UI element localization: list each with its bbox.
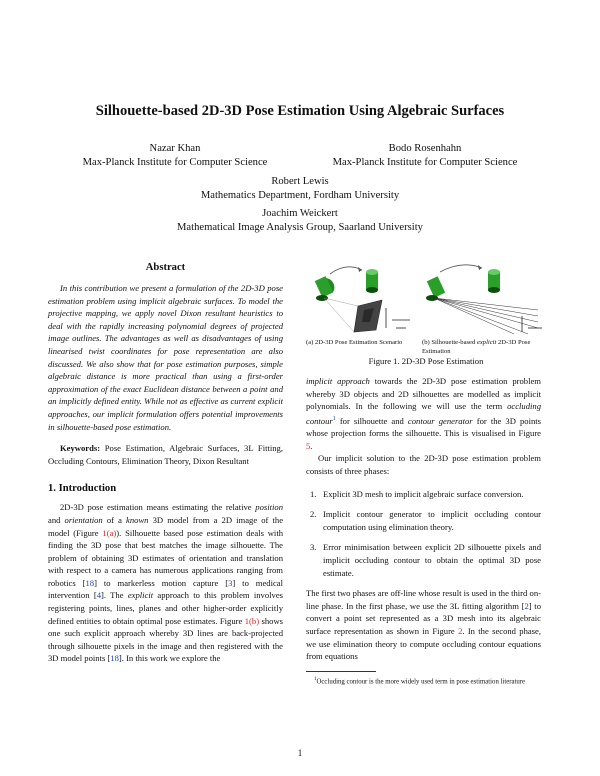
abstract-heading: Abstract — [145, 262, 186, 273]
figure-1b-link[interactable]: 1(b) — [244, 615, 260, 626]
list-item: 3. Error minimisation between explicit 2D silhouette pixels and implicit occluding contour to obtain the optimal 3D pose estimate. — [310, 542, 541, 578]
figure-1 — [306, 258, 546, 368]
author-block-1 — [40, 142, 310, 170]
author-block-4 — [0, 207, 600, 235]
figure-1b-subcaption: (b) Silhouette-based explicit 2D-3D Pose Estimation — [422, 339, 531, 355]
author-affiliation: Max-Planck Institute for Computer Science — [82, 157, 268, 168]
right-paragraph-1: implicit approach towards the 2D-3D pose estimation problem whereby 3D objects and 2D silhouettes are modelled as implicit polynomials. In the following we will use the term occluding contour$^1$ for silhouette and contour generator for the 3D points whose projection forms the silhouette. This is visualised in Figure 5. — [306, 376, 542, 451]
figure-1-caption: Figure 1. 2D-3D Pose Estimation — [368, 356, 484, 366]
section-heading-introduction: 1. Introduction — [48, 483, 117, 495]
author-affiliation: Max-Planck Institute for Computer Science — [332, 157, 518, 168]
list-item: 2. Implicit contour generator to implicit occluding contour computation using elimination theory. — [310, 509, 541, 532]
citation-link[interactable]: 18 — [110, 653, 119, 664]
list-item: 1. Explicit 3D mesh to implicit algebraic surface conversion. — [310, 488, 524, 499]
model-object-icon — [366, 269, 378, 293]
intro-paragraph: 2D-3D pose estimation means estimating the relative position and orientation of a known 3D model from a 2D image of the model (Figure 1(a)). Silhouette based pose estimation deals with finding the 3D pose that best matches the image silhouette. The problem of obtaining 3D estimates of orientation and translation with respect to a camera has numerous applications ranging from robotics [18] to markerless motion capture [3] to medical intervention [4]. The explicit approach to this problem involves registering points, lines, planes and other higher-order explicitly defined entities to obtain optimal pose estimates. Figure 1(b) shows one such explicit approach whereby 3D lines are back-projected through silhouette pixels in the image and then registered with the 3D model points [18]. In this work we explore the — [48, 502, 284, 664]
footnote: $^1$Occluding contour is the more widely used term in pose estimation literature — [314, 676, 526, 685]
keywords — [48, 442, 283, 467]
author-name: Robert Lewis — [271, 176, 329, 187]
author-name: Joachim Weickert — [262, 208, 338, 219]
citation-link[interactable]: 4 — [96, 590, 101, 601]
citation-link[interactable]: 3 — [228, 577, 233, 588]
phase-list — [306, 488, 541, 580]
author-block-2 — [285, 142, 565, 170]
abstract-text: In this contribution we present a formulation of the 2D-3D pose estimation problem using implicit algebraic surfaces. To model the projective mapping, we apply novel Dixon resultant heuristics to deal with the rapidly increasing polynomial degrees of projected image outlines. The advantages as well as disadvantages of using linearised twist coordinates for pose representation are also discussed. We also show that for pose estimation purposes, simple algebraic distance is more practical than using a first-order approximation of the exact Euclidean distance between a point and an implicitly defined entity. While not as effective as current explicit approaches, our implicit formulation offers potential improvements in silhouette-based pose estimation. — [48, 283, 283, 432]
right-column — [306, 375, 541, 687]
page-number: 1 — [297, 748, 303, 758]
figure-5-link[interactable]: 5 — [306, 440, 311, 451]
citation-link[interactable]: 18 — [85, 577, 95, 588]
figure-1b-image — [418, 258, 546, 338]
right-paragraph-3: The first two phases are off-line whose result is used in the third on-line phase. In the first phase, we use the 3L fitting algorithm [2] to convert a point set represented as a 3D mesh into its algebraic surface representation as shown in Figure 2. In the second phase, we use elimination theory to compute occluding contour equations from equations — [306, 588, 541, 662]
footnote-marker[interactable]: 1 — [332, 415, 336, 422]
camera-icon — [426, 276, 445, 301]
author-affiliation: Mathematical Image Analysis Group, Saarland University — [177, 222, 423, 233]
author-name: Nazar Khan — [149, 143, 201, 154]
camera-icon — [315, 276, 337, 301]
model-object-icon — [488, 269, 500, 293]
figure-1a-link[interactable]: 1(a) — [102, 527, 117, 538]
author-block-3 — [0, 175, 600, 203]
left-column — [48, 262, 283, 665]
citation-link[interactable]: 2 — [524, 600, 529, 611]
paper-title: Silhouette-based 2D-3D Pose Estimation Using Algebraic Surfaces — [95, 103, 505, 119]
figure-1a-subcaption: (a) 2D-3D Pose Estimation Scenario — [306, 339, 403, 346]
right-paragraph-2: Our implicit solution to the 2D-3D pose estimation problem consists of three phases: — [306, 453, 541, 477]
figure-1a-image — [306, 258, 418, 338]
figure-2-link[interactable]: 2 — [458, 625, 463, 636]
footnote-divider — [306, 671, 376, 672]
keywords-text: Pose Estimation, Algebraic Surfaces, 3L Fitting, Occluding Contours, Elimination Theory, Dixon Resultant — [48, 443, 283, 466]
author-affiliation: Mathematics Department, Fordham University — [200, 190, 400, 201]
author-name: Bodo Rosenhahn — [388, 143, 462, 154]
keywords-label: Keywords: — [60, 443, 101, 454]
